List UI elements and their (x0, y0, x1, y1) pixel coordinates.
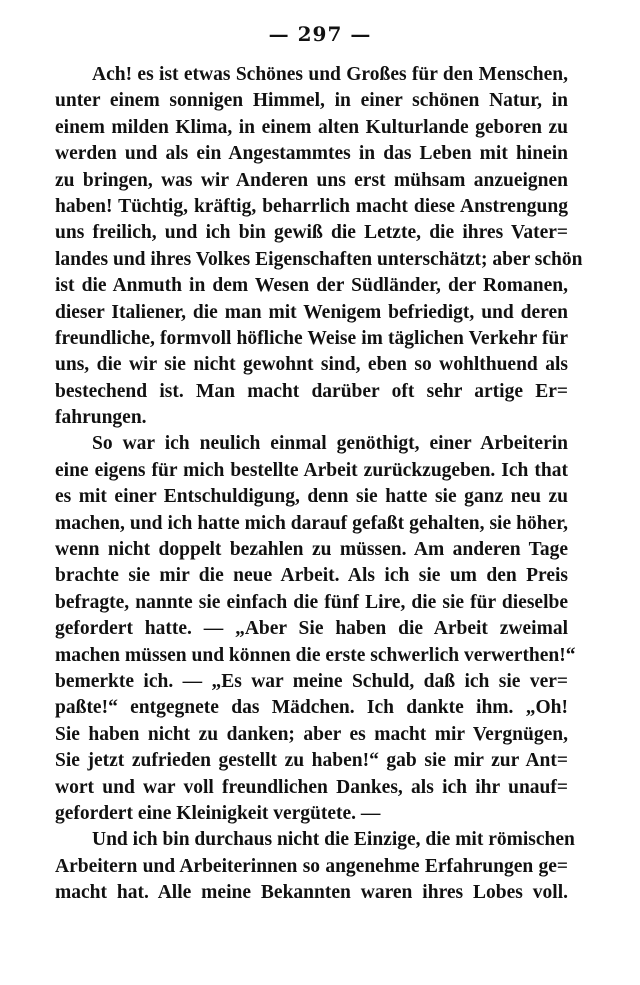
text-line: macht hat. Alle meine Bekannten waren ihres Lobes voll. (55, 882, 568, 904)
text-line: Sie haben nicht zu danken; aber es macht mir Vergnügen, (55, 723, 568, 745)
text-line: machen, und ich hatte mich darauf gefaßt gehalten, sie höher, (55, 512, 568, 534)
text-line: haben! Tüchtig, kräftig, beharrlich macht diese Anstrengung (55, 195, 568, 217)
text-line: Sie jetzt zufrieden gestellt zu haben!“ gab sie mir zur Ant= (55, 750, 568, 772)
text-line: einem milden Klima, in einem alten Kulturlande geboren zu (55, 116, 568, 138)
text-line: uns freilich, und ich bin gewiß die Letzte, die ihres Vater= (55, 222, 568, 244)
text-line: So war ich neulich einmal genöthigt, einer Arbeiterin (92, 433, 568, 455)
text-line: werden und als ein Angestammtes in das Leben mit hinein (55, 143, 568, 165)
paragraph (55, 827, 575, 906)
text-line: freundliche, formvoll höfliche Weise im täglichen Verkehr für (55, 327, 568, 349)
page-body (55, 62, 583, 907)
text-line: ist die Anmuth in dem Wesen der Südländer, der Romanen, (55, 275, 568, 297)
text-line: befragte, nannte sie einfach die fünf Lire, die sie für dieselbe (55, 591, 568, 613)
text-line: es mit einer Entschuldigung, denn sie hatte sie ganz neu zu (55, 486, 568, 508)
text-line: paßte!“ entgegnete das Mädchen. Ich dankte ihm. „Oh! (55, 697, 568, 719)
text-line: Arbeitern und Arbeiterinnen so angenehme Erfahrungen ge= (55, 855, 568, 877)
text-line: landes und ihres Volkes Eigenschaften unterschätzt; aber schön (55, 248, 583, 270)
text-line: Und ich bin durchaus nicht die Einzige, die mit römischen (92, 829, 575, 851)
text-line: unter einem sonnigen Himmel, in einer schönen Natur, in (55, 90, 568, 112)
text-line: uns, die wir sie nicht gewohnt sind, eben so wohlthuend als (55, 354, 568, 376)
text-line: bemerkte ich. — „Es war meine Schuld, daß ich sie ver= (55, 670, 568, 692)
text-line: dieser Italiener, die man mit Wenigem befriedigt, und deren (55, 301, 568, 323)
paragraph (55, 62, 583, 431)
text-line: brachte sie mir die neue Arbeit. Als ich sie um den Preis (55, 565, 568, 587)
text-line: eine eigens für mich bestellte Arbeit zurückzugeben. Ich that (55, 459, 568, 481)
page-number: — 297 — (268, 22, 372, 46)
text-line: wenn nicht doppelt bezahlen zu müssen. Am anderen Tage (55, 539, 568, 561)
text-line: gefordert hatte. — „Aber Sie haben die Arbeit zweimal (55, 618, 568, 640)
paragraph (55, 431, 576, 827)
text-line: Ach! es ist etwas Schönes und Großes für den Menschen, (92, 64, 568, 85)
text-line: machen müssen und können die erste schwerlich verwerthen!“ (55, 644, 576, 666)
text-line: wort und war voll freundlichen Dankes, als ich ihr unauf= (55, 776, 568, 798)
text-line: bestechend ist. Man macht darüber oft sehr artige Er= (55, 380, 568, 402)
text-line: gefordert eine Kleinigkeit vergütete. — (55, 802, 381, 824)
text-line: fahrungen. (55, 407, 147, 429)
text-line: zu bringen, was wir Anderen uns erst mühsam anzueignen (55, 169, 568, 191)
